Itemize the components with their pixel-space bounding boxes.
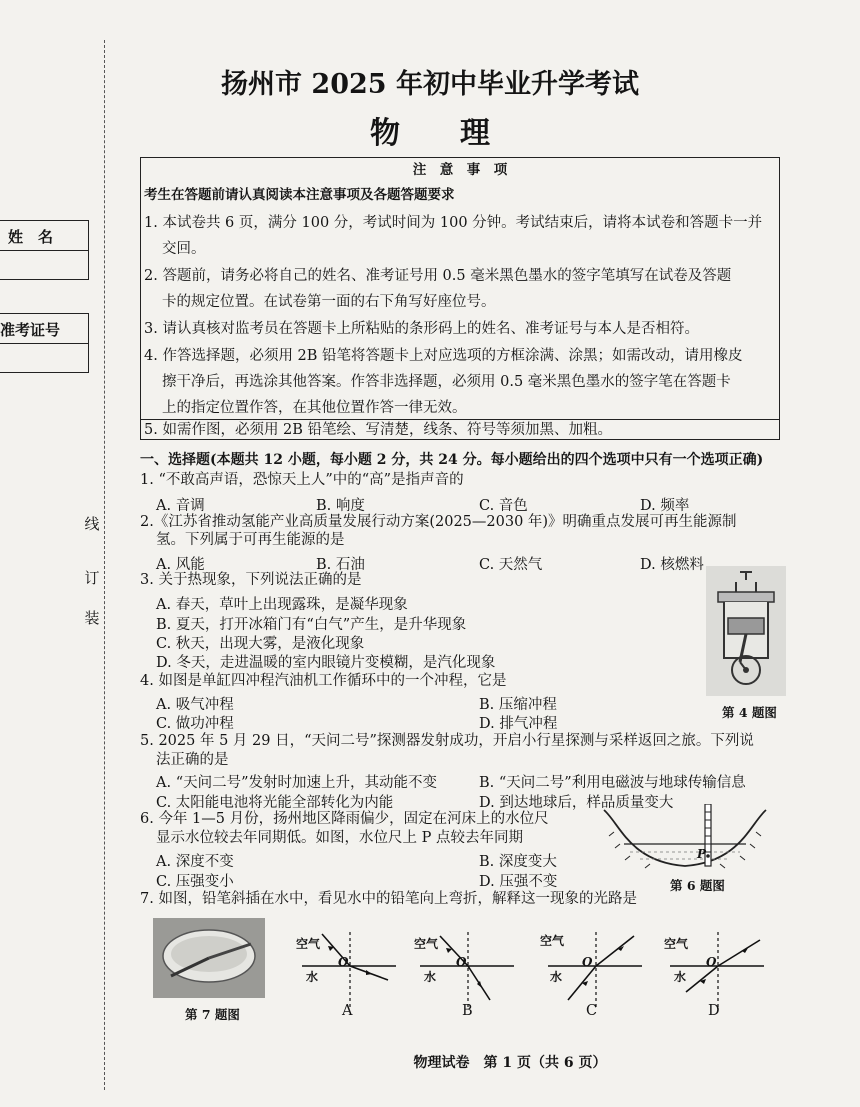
q5-option-c[interactable]: C. 太阳能电池将光能全部转化为内能 bbox=[156, 795, 394, 811]
q3-stem: 3. 关于热现象，下列说法正确的是 bbox=[140, 572, 362, 588]
q7-origin-label-a: O bbox=[338, 955, 349, 969]
notice-line-8: 上的指定位置作答，在其他位置作答一律无效。 bbox=[162, 400, 467, 416]
notice-line-2: 交回。 bbox=[162, 241, 206, 257]
q7-origin-label-c: O bbox=[582, 955, 593, 969]
subject-title: 物 理 bbox=[370, 116, 490, 151]
id-label: 准考证号 bbox=[0, 321, 61, 339]
id-box bbox=[0, 313, 89, 373]
q5-option-b[interactable]: B. “天问二号”利用电磁波与地球传输信息 bbox=[479, 775, 746, 791]
q5-stem-1: 5. 2025 年 5 月 29 日，“天问二号”探测器发射成功，开启小行星探测与采样返回之旅。下列说 bbox=[140, 733, 754, 749]
q7-stem: 7. 如图，铅笔斜插在水中，看见水中的铅笔向上弯折，解释这一现象的光路是 bbox=[140, 891, 637, 907]
q4-figure-caption: 第 4 题图 bbox=[722, 705, 777, 720]
q7-water-label-b: 水 bbox=[424, 970, 437, 984]
q2-option-a[interactable]: A. 风能 bbox=[156, 557, 205, 573]
q2-option-d[interactable]: D. 核燃料 bbox=[640, 557, 704, 573]
notice-line-9: 5. 如需作图，必须用 2B 铅笔绘、写清楚，线条、符号等须加黑、加粗。 bbox=[144, 422, 613, 438]
section-header: 一、选择题(本题共 12 小题，每小题 2 分，共 24 分。每小题给出的四个选项中只有一个选项正确) bbox=[140, 452, 764, 468]
notice-box bbox=[140, 157, 780, 440]
q6-stem-1: 6. 今年 1—5 月份，扬州地区降雨偏少，固定在河床上的水位尺 bbox=[140, 811, 549, 827]
q3-option-b[interactable]: B. 夏天，打开冰箱门有“白气”产生，是升华现象 bbox=[156, 617, 467, 633]
notice-line-3: 2. 答题前，请务必将自己的姓名、准考证号用 0.5 毫米黑色墨水的签字笔填写在试卷及答题 bbox=[144, 268, 732, 284]
notice-line-7: 擦干净后，再选涂其他答案。作答非选择题，必须用 0.5 毫米黑色墨水的签字笔在答题卡 bbox=[162, 374, 731, 390]
q5-stem-2: 法正确的是 bbox=[156, 752, 229, 768]
q1-option-a[interactable]: A. 音调 bbox=[156, 498, 205, 514]
q4-stem: 4. 如图是单缸四冲程汽油机工作循环中的一个冲程，它是 bbox=[140, 673, 507, 689]
exam-title: 扬州市 2025 年初中毕业升学考试 bbox=[221, 69, 639, 100]
q7-air-label-a: 空气 bbox=[296, 937, 321, 951]
binding-char-1: 线 bbox=[84, 515, 100, 533]
q7-choice-c[interactable]: C bbox=[586, 1003, 598, 1019]
q2-option-c[interactable]: C. 天然气 bbox=[479, 557, 543, 573]
q7-air-label-d: 空气 bbox=[664, 937, 689, 951]
q7-choice-b[interactable]: B bbox=[462, 1003, 473, 1019]
notice-line-5: 3. 请认真核对监考员在答题卡上所粘贴的条形码上的姓名、准考证号与本人是否相符。 bbox=[144, 321, 699, 337]
q7-choice-a[interactable]: A bbox=[342, 1003, 353, 1019]
q7-water-label-c: 水 bbox=[550, 970, 563, 984]
q6-stem-2: 显示水位较去年同期低。如图，水位尺上 P 点较去年同期 bbox=[156, 830, 523, 846]
q1-option-b[interactable]: B. 响度 bbox=[316, 498, 365, 514]
q7-pencil-photo bbox=[153, 918, 265, 998]
name-label: 姓 名 bbox=[8, 228, 54, 246]
q2-stem-1: 2.《江苏省推动氢能产业高质量发展行动方案(2025—2030 年)》明确重点发展可再生能源制 bbox=[140, 514, 737, 530]
q7-choice-d[interactable]: D bbox=[708, 1003, 720, 1019]
q6-option-a[interactable]: A. 深度不变 bbox=[156, 854, 234, 870]
notice-line-4: 卡的规定位置。在试卷第一面的右下角写好座位号。 bbox=[162, 294, 496, 310]
binding-line bbox=[104, 40, 105, 1090]
q5-option-d[interactable]: D. 到达地球后，样品质量变大 bbox=[479, 795, 674, 811]
q6-option-d[interactable]: D. 压强不变 bbox=[479, 874, 558, 890]
q2-option-b[interactable]: B. 石油 bbox=[316, 557, 365, 573]
q6-option-b[interactable]: B. 深度变大 bbox=[479, 854, 557, 870]
q2-stem-2: 氢。下列属于可再生能源的是 bbox=[156, 532, 345, 548]
notice-line-6: 4. 作答选择题，必须用 2B 铅笔将答题卡上对应选项的方框涂满、涂黑；如需改动，请用橡皮 bbox=[144, 348, 743, 364]
notice-heading: 注 意 事 项 bbox=[412, 162, 508, 178]
q7-air-label-c: 空气 bbox=[540, 934, 565, 948]
q4-option-d[interactable]: D. 排气冲程 bbox=[479, 716, 558, 732]
q7-air-label-b: 空气 bbox=[414, 937, 439, 951]
name-box bbox=[0, 220, 89, 280]
q1-option-d[interactable]: D. 频率 bbox=[640, 498, 690, 514]
q7-origin-label-b: O bbox=[456, 955, 467, 969]
binding-char-3: 装 bbox=[84, 609, 100, 627]
q3-option-c[interactable]: C. 秋天，出现大雾，是液化现象 bbox=[156, 636, 365, 652]
q4-option-a[interactable]: A. 吸气冲程 bbox=[156, 697, 234, 713]
notice-intro: 考生在答题前请认真阅读本注意事项及各题答题要求 bbox=[144, 187, 455, 203]
q4-option-b[interactable]: B. 压缩冲程 bbox=[479, 697, 557, 713]
q6-figure-caption: 第 6 题图 bbox=[670, 878, 725, 893]
q7-water-label-d: 水 bbox=[674, 970, 687, 984]
notice-line-1: 1. 本试卷共 6 页，满分 100 分，考试时间为 100 分钟。考试结束后，请将本试卷和答题卡一并 bbox=[144, 215, 763, 231]
q6-point-label: P bbox=[697, 847, 707, 861]
q3-option-d[interactable]: D. 冬天，走进温暖的室内眼镜片变模糊，是汽化现象 bbox=[156, 655, 496, 671]
q7-figure-caption: 第 7 题图 bbox=[185, 1007, 240, 1022]
q7-water-label-a: 水 bbox=[306, 970, 319, 984]
page-footer: 物理试卷 第 1 页（共 6 页） bbox=[413, 1055, 607, 1071]
name-field[interactable] bbox=[0, 251, 88, 279]
q6-river-figure bbox=[600, 804, 770, 876]
q6-option-c[interactable]: C. 压强变小 bbox=[156, 874, 234, 890]
q3-option-a[interactable]: A. 春天，草叶上出现露珠，是凝华现象 bbox=[156, 597, 408, 613]
q1-stem: 1. “不敢高声语，恐惊天上人”中的“高”是指声音的 bbox=[140, 472, 464, 488]
q7-origin-label-d: O bbox=[706, 955, 717, 969]
q5-option-a[interactable]: A. “天问二号”发射时加速上升，其动能不变 bbox=[156, 775, 438, 791]
q1-option-c[interactable]: C. 音色 bbox=[479, 498, 528, 514]
binding-char-2: 订 bbox=[84, 569, 100, 587]
q4-option-c[interactable]: C. 做功冲程 bbox=[156, 716, 234, 732]
id-field[interactable] bbox=[0, 344, 88, 372]
q4-engine-figure bbox=[706, 566, 786, 696]
